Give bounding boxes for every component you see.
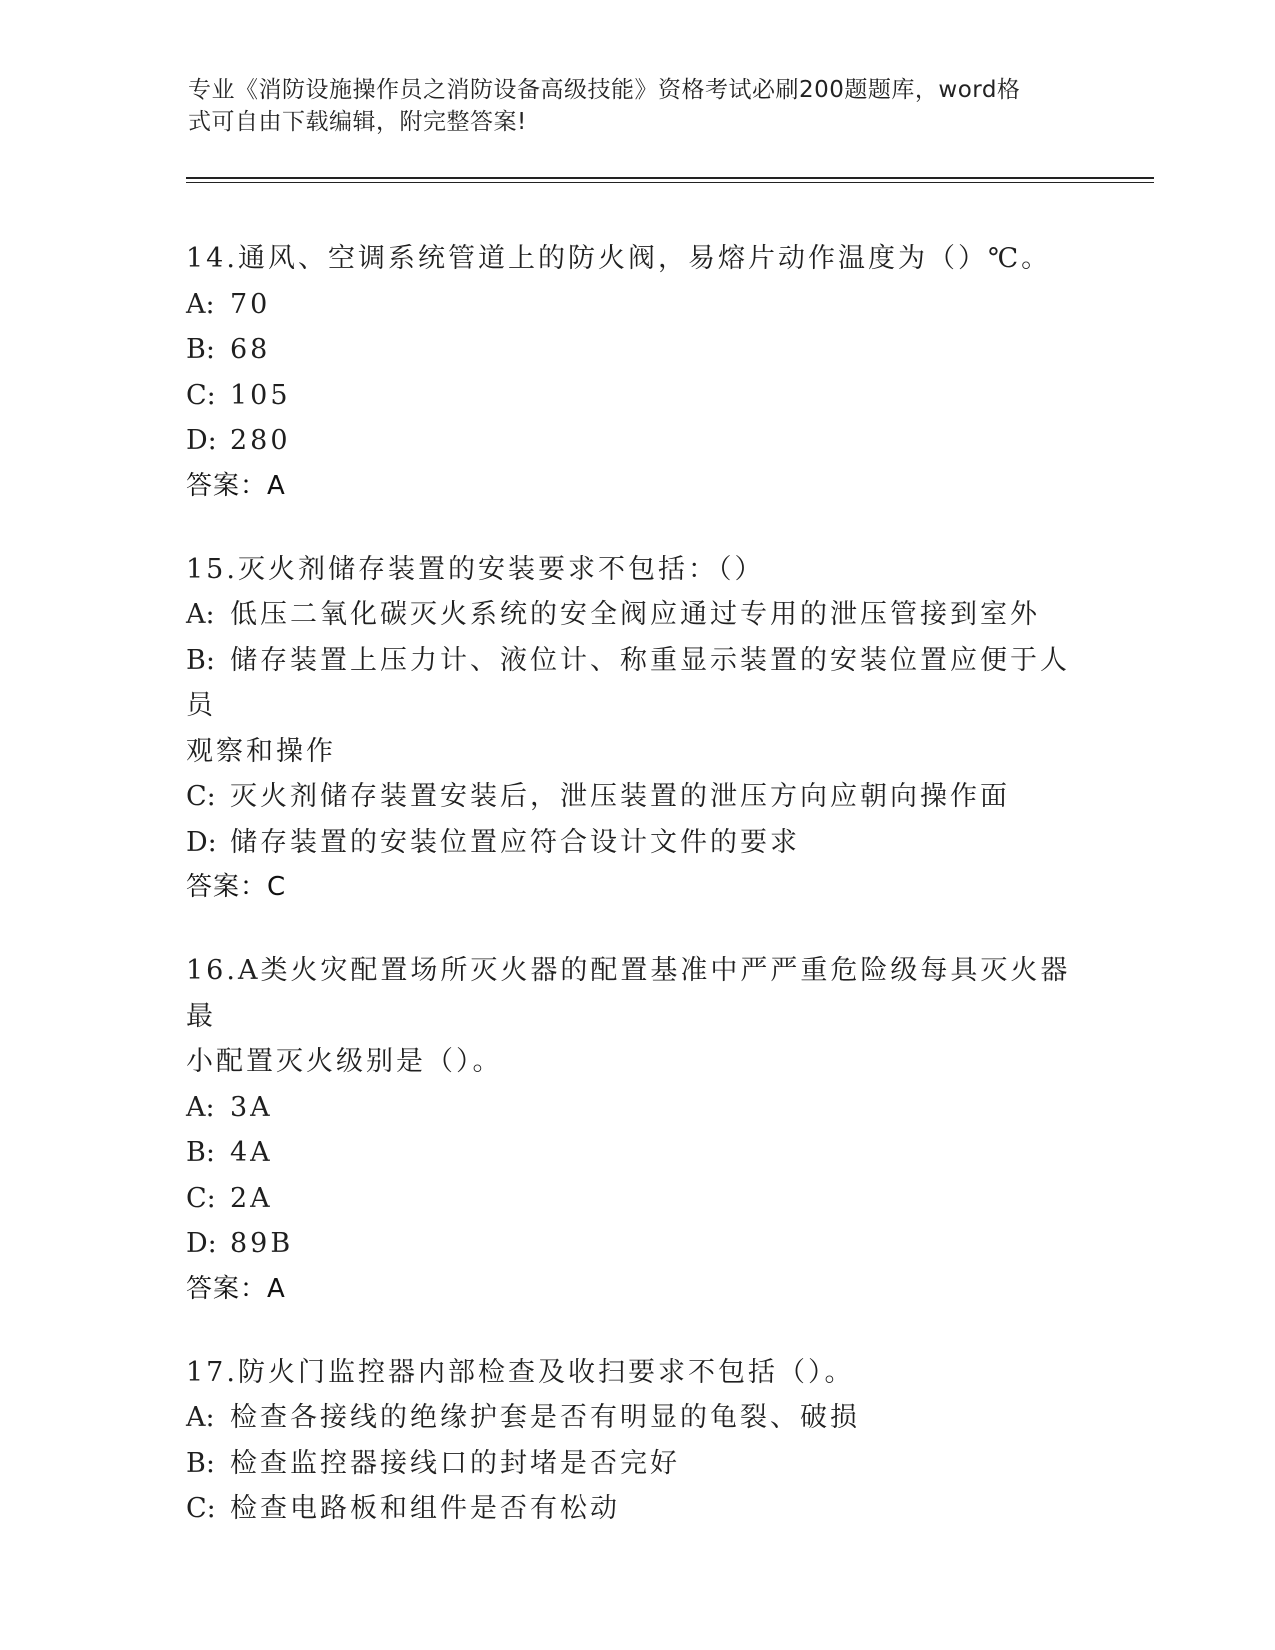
- option-key: A:: [186, 1402, 215, 1433]
- option-line: [186, 1130, 1086, 1176]
- answer-line: 答案：C: [186, 872, 287, 902]
- option-key: C:: [186, 781, 216, 812]
- option-line: [186, 1221, 1086, 1267]
- option-text: 储存装置上压力计、液位计、称重显示装置的安装位置应便于人员: [186, 644, 1070, 721]
- option-text: 68: [230, 334, 271, 365]
- header-line-1: 专业《消防设施操作员之消防设备高级技能》资格考试必刷200题题库，word格: [188, 77, 1021, 103]
- option-line: [186, 327, 1086, 373]
- option-text: 灭火剂储存装置安装后，泄压装置的泄压方向应朝向操作面: [230, 781, 1010, 812]
- option-text: 89B: [230, 1228, 294, 1259]
- option-text: 70: [230, 288, 271, 320]
- option-key: A:: [186, 599, 215, 630]
- question-stem: 17.防火门监控器内部检查及收扫要求不包括（）。: [186, 1356, 855, 1388]
- question-block: [186, 236, 1086, 509]
- question-block: [186, 547, 1086, 911]
- option-line: [186, 1441, 1086, 1487]
- option-text: 4A: [230, 1137, 273, 1168]
- option-text: 低压二氧化碳灭火系统的安全阀应通过专用的泄压管接到室外: [230, 599, 1040, 630]
- option-text: 105: [230, 379, 291, 411]
- question-stem: 14.通风、空调系统管道上的防火阀，易熔片动作温度为（）℃。: [186, 243, 1052, 274]
- option-text: 280: [230, 425, 291, 456]
- option-key: A:: [186, 288, 215, 320]
- option-text: 2A: [230, 1182, 273, 1214]
- answer-line: 答案：A: [186, 1273, 286, 1304]
- question-block: [186, 1350, 1086, 1532]
- option-key: C:: [186, 379, 216, 411]
- option-line: [186, 1395, 1086, 1441]
- option-line: [186, 592, 1086, 638]
- option-text: 3A: [230, 1091, 273, 1123]
- option-line: [186, 1486, 1086, 1532]
- header-divider-thick: [186, 177, 1154, 179]
- option-line: [186, 1176, 1086, 1222]
- option-key: B:: [186, 644, 215, 676]
- option-key: D:: [186, 425, 217, 456]
- option-line: [186, 729, 1086, 775]
- question-block: [186, 948, 1086, 1312]
- option-line: [186, 373, 1086, 419]
- option-line: [186, 282, 1086, 328]
- option-key: C:: [186, 1182, 216, 1214]
- option-key: D:: [186, 1228, 217, 1259]
- option-line: [186, 638, 1086, 729]
- question-list: [186, 236, 1086, 1570]
- document-header: [188, 74, 1068, 138]
- option-key: D:: [186, 826, 217, 858]
- option-text: 储存装置的安装位置应符合设计文件的要求: [230, 826, 800, 858]
- answer-line: 答案：A: [186, 470, 286, 501]
- header-line-2: 式可自由下载编辑，附完整答案!: [188, 109, 527, 135]
- option-text: 检查监控器接线口的封堵是否完好: [230, 1447, 680, 1479]
- question-stem: 小配置灭火级别是（）。: [186, 1046, 503, 1077]
- option-line: [186, 774, 1086, 820]
- option-text: 观察和操作: [186, 735, 336, 767]
- header-divider-thin: [186, 182, 1154, 183]
- option-key: B:: [186, 1447, 215, 1479]
- option-key: B:: [186, 1137, 215, 1168]
- question-stem: 15.灭火剂储存装置的安装要求不包括：（）: [186, 553, 765, 585]
- option-line: [186, 418, 1086, 464]
- option-text: 检查各接线的绝缘护套是否有明显的龟裂、破损: [230, 1402, 860, 1433]
- option-line: [186, 820, 1086, 866]
- option-key: A:: [186, 1091, 215, 1123]
- question-stem: 16.A类火灾配置场所灭火器的配置基准中严严重危险级每具灭火器最: [186, 955, 1071, 1032]
- option-key: B:: [186, 334, 215, 365]
- option-key: C:: [186, 1493, 216, 1524]
- option-text: 检查电路板和组件是否有松动: [230, 1493, 620, 1524]
- option-line: [186, 1085, 1086, 1131]
